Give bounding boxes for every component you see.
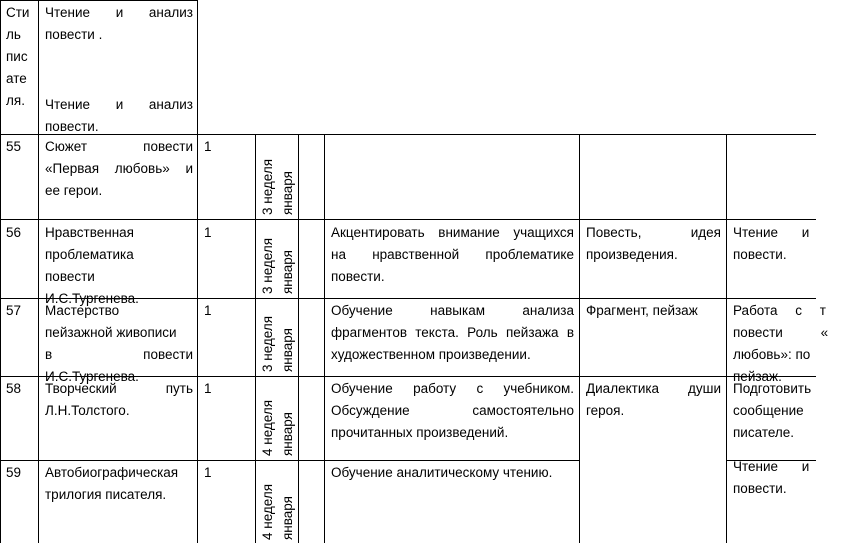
- lesson-number: 57: [6, 303, 22, 318]
- cell-line: сообщение: [733, 403, 804, 418]
- lesson-topic: [45, 300, 193, 388]
- lesson-date: [258, 484, 298, 540]
- lesson-number: 55: [6, 139, 22, 154]
- cell-line: повести «: [733, 325, 829, 340]
- lesson-activity: [331, 222, 574, 288]
- cell-line: Обучение работу с учебником.: [331, 381, 574, 396]
- date-week: 3 неделя: [260, 315, 275, 372]
- cell-line: в повести: [45, 347, 193, 362]
- cell-line: Фрагмент, пейзаж: [586, 303, 698, 318]
- cell-line: ля.: [6, 93, 25, 108]
- cell-line: Творческий путь: [45, 381, 193, 396]
- col-border: [255, 134, 256, 543]
- lesson-date: [258, 159, 298, 215]
- date-week: 4 неделя: [260, 483, 275, 540]
- lesson-concepts: [586, 300, 721, 322]
- cell-line: Чтение и: [733, 459, 810, 474]
- cell-line: Чтение и анализ: [45, 5, 193, 20]
- cell-line: Акцентировать внимание учащихся: [331, 225, 574, 240]
- lesson-topic: [45, 136, 193, 202]
- author-style-cell: [6, 2, 36, 112]
- cell-line: Сюжет повести: [45, 139, 193, 154]
- lesson-number: 59: [6, 465, 22, 480]
- cell-line: Автобиографическая: [45, 465, 179, 480]
- col-border: [298, 134, 299, 543]
- cell-line: трилогия писателя.: [45, 487, 167, 502]
- cell-line: повести.: [733, 247, 787, 262]
- cell-line: фрагментов текста. Роль пейзажа в: [331, 325, 574, 340]
- date-month: января: [280, 412, 295, 456]
- cell-line: Мастерство: [45, 303, 120, 318]
- cell-line: Сти: [6, 5, 30, 20]
- cell-line: Чтение и анализ: [45, 97, 193, 112]
- col-border: [0, 0, 1, 543]
- date-month: января: [280, 250, 295, 294]
- lesson-hours: 1: [204, 303, 212, 318]
- cell-line: ее герои.: [45, 183, 103, 198]
- cell-line: любовь»: по: [733, 347, 811, 362]
- cell-line: повести.: [45, 119, 99, 134]
- cell-line: прочитанных произведений.: [331, 425, 509, 440]
- row-border: [0, 219, 816, 220]
- cell-line: героя.: [586, 403, 625, 418]
- cell-line: повести: [45, 269, 95, 284]
- cell-line: на нравственной проблематике: [331, 247, 574, 262]
- cell-line: Л.Н.Толстого.: [45, 403, 130, 418]
- row-border-top: [0, 0, 198, 1]
- lesson-activity: [331, 462, 574, 484]
- cell-line: Обучение аналитическому чтению.: [331, 465, 553, 480]
- lesson-activity: [331, 378, 574, 444]
- cell-line: повести .: [45, 27, 103, 42]
- cell-line: повести.: [733, 481, 787, 496]
- reading-cell-a: [45, 2, 193, 46]
- cell-line: [733, 444, 853, 456]
- lesson-number: 56: [6, 225, 22, 240]
- cell-line: ль: [6, 27, 21, 42]
- lesson-number: 58: [6, 381, 22, 396]
- lesson-date: [258, 238, 298, 294]
- cell-line: пейзаж.: [733, 369, 782, 384]
- reading-cell-b: [45, 94, 193, 138]
- cell-line: Обучение навыкам анализа: [331, 303, 574, 318]
- lesson-concepts: [586, 222, 721, 266]
- cell-line: Повесть, идея: [586, 225, 721, 240]
- col-border: [579, 134, 580, 543]
- lesson-hours: 1: [204, 139, 212, 154]
- cell-line: повести.: [331, 269, 385, 284]
- cell-line: Нравственная: [45, 225, 134, 240]
- lesson-date: [258, 316, 298, 372]
- lesson-topic: [45, 462, 193, 506]
- date-month: января: [280, 328, 295, 372]
- col-border: [197, 0, 198, 543]
- cell-line: «Первая любовь» и: [45, 161, 193, 176]
- cell-line: художественном произведении.: [331, 347, 531, 362]
- cell-line: Подготовить: [733, 381, 812, 396]
- cell-line: Работа с т: [733, 303, 826, 318]
- date-week: 3 неделя: [260, 237, 275, 294]
- lesson-topic: [45, 222, 193, 310]
- col-border: [324, 134, 325, 543]
- lesson-homework: [733, 300, 853, 388]
- row-border: [0, 460, 579, 461]
- lesson-homework: [733, 378, 853, 500]
- lesson-topic: [45, 378, 193, 422]
- cell-line: Чтение и: [733, 225, 810, 240]
- cell-line: Обсуждение самостоятельно: [331, 403, 574, 418]
- lesson-hours: 1: [204, 225, 212, 240]
- lesson-homework: [733, 222, 853, 266]
- lesson-hours: 1: [204, 465, 212, 480]
- date-week: 4 неделя: [260, 399, 275, 456]
- cell-line: Диалектика души: [586, 381, 721, 396]
- col-border: [38, 0, 39, 543]
- cell-line: пис: [6, 49, 28, 64]
- cell-line: ате: [6, 71, 27, 86]
- lesson-date: [258, 400, 298, 456]
- lesson-concepts: [586, 378, 721, 422]
- cell-line: произведения.: [586, 247, 678, 262]
- lesson-hours: 1: [204, 381, 212, 396]
- cell-line: И.С.Тургенева.: [45, 291, 139, 306]
- lesson-activity: [331, 300, 574, 366]
- date-month: января: [280, 496, 295, 540]
- col-border: [726, 134, 727, 543]
- cell-line: пейзажной живописи: [45, 325, 177, 340]
- date-week: 3 неделя: [260, 158, 275, 215]
- cell-line: И.С.Тургенева.: [45, 369, 139, 384]
- cell-line: писателе.: [733, 425, 795, 440]
- cell-line: проблематика: [45, 247, 134, 262]
- date-month: января: [280, 171, 295, 215]
